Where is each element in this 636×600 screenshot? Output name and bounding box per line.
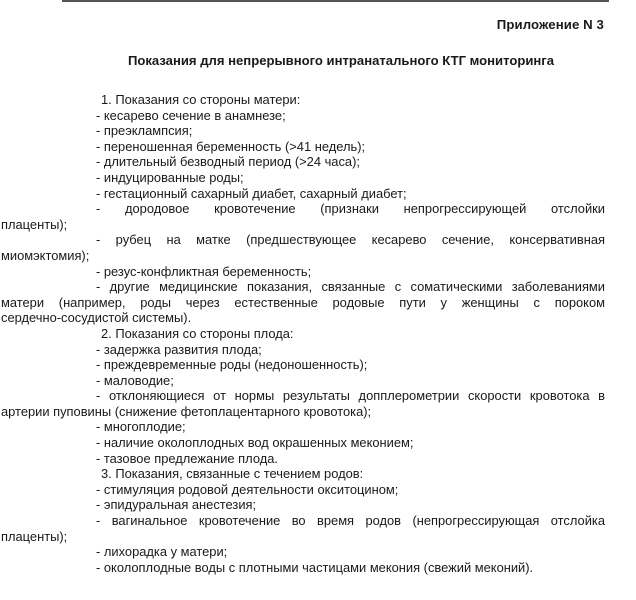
list-item: - переношенная беременность (>41 недель); [96, 138, 366, 154]
list-item: - маловодие; [96, 372, 174, 388]
list-item: - гестационный сахарный диабет, сахарный диабет; [96, 185, 407, 201]
section-2-heading: 2. Показания со стороны плода: [101, 325, 294, 341]
list-item: - резус-конфликтная беременность; [96, 263, 312, 279]
document-body [1, 92, 605, 575]
section-3-heading: 3. Показания, связанные с течением родов: [101, 466, 364, 482]
list-item: - тазовое предлежание плода. [96, 450, 278, 466]
list-item: - кесарево сечение в анамнезе; [96, 107, 286, 123]
list-item: - лихорадка у матери; [96, 544, 228, 560]
list-item-continuation: плаценты); [1, 528, 68, 544]
list-item: - индуцированные роды; [96, 169, 244, 185]
page-top-border [62, 0, 609, 2]
section-1-heading: 1. Показания со стороны матери: [101, 92, 301, 107]
list-item-continuation: сердечно-сосудистой системы). [1, 310, 192, 326]
list-item: - дородовое кровотечение (признаки непрогрессирующей отслойки [96, 201, 605, 217]
list-item-continuation: матери (например, роды через естественные родовые пути у женщины с пороком [1, 294, 605, 310]
list-item-continuation: плаценты); [1, 216, 68, 232]
list-item: - околоплодные воды с плотными частицами мекония (свежий меконий). [96, 559, 534, 575]
list-item-continuation: артерии пуповины (снижение фетоплацентарного кровотока); [1, 403, 372, 419]
document-title: Показания для непрерывного интранатального КТГ мониторинга [127, 53, 555, 68]
list-item: - эпидуральная анестезия; [96, 497, 257, 513]
list-item: - задержка развития плода; [96, 341, 262, 357]
list-item: - отклоняющиеся от нормы результаты допплерометрии скорости кровотока в [96, 388, 605, 404]
list-item: - длительный безводный период (>24 часа); [96, 154, 360, 170]
list-item: - стимуляция родовой деятельности окситоцином; [96, 481, 399, 497]
list-item-continuation: миомэктомия); [1, 247, 90, 263]
appendix-label: Приложение N 3 [496, 17, 604, 32]
list-item: - другие медицинские показания, связанные с соматическими заболеваниями [96, 279, 605, 295]
list-item: - рубец на матке (предшествующее кесарево сечение, консервативная [96, 232, 605, 248]
list-item: - преэклампсия; [96, 123, 193, 139]
list-item: - преждевременные роды (недоношенность); [96, 357, 368, 373]
list-item: - наличие околоплодных вод окрашенных меконием; [96, 435, 414, 451]
list-item: - многоплодие; [96, 419, 186, 435]
list-item: - вагинальное кровотечение во время родов (непрогрессирующая отслойка [96, 513, 605, 529]
